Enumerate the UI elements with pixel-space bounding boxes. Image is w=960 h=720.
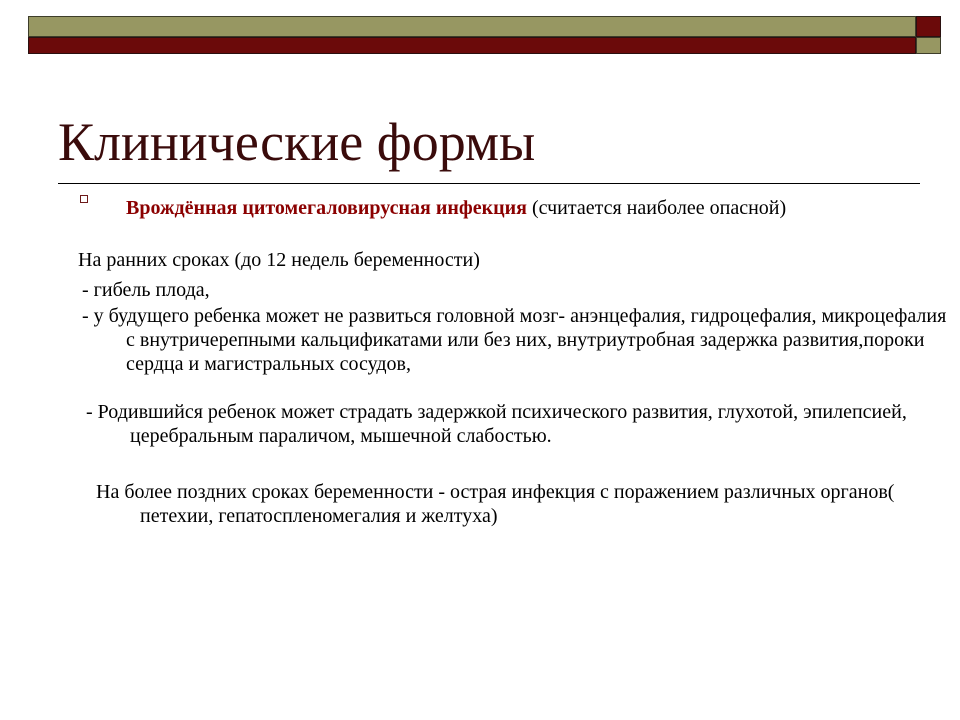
title-divider <box>58 183 920 184</box>
bullet-item-congenital-cmv <box>126 196 890 220</box>
corner-square-maroon <box>916 16 941 37</box>
early-term-point-3: - Родившийся ребенок может страдать задержкой психического развития, глухотой, эпилепсией, церебральным параличом, мышечной слабостью. <box>86 401 907 447</box>
early-term-point-1: - гибель плода, <box>82 279 210 301</box>
item-rest-text: (считается наиболее опасной) <box>526 197 787 219</box>
early-term-point-2: - у будущего ребенка может не развиться головной мозг- анэнцефалия, гидроцефалия, микроцефалия с внутричерепными кальцификатами или без них, внутриутробная задержка развития,пороки сердца и магистральных сосудов, <box>82 305 947 375</box>
item-lead-text: Врождённая цитомегаловирусная инфекция <box>126 197 527 219</box>
late-term-paragraph: На более поздних сроках беременности - острая инфекция с поражением различных органов( петехии, гепатоспленомегалия и желтуха) <box>96 481 895 527</box>
early-term-heading: На ранних сроках (до 12 недель беременности) <box>78 249 480 271</box>
header-bar-maroon <box>28 37 916 54</box>
hollow-square-bullet-icon <box>80 195 88 203</box>
header-bar-olive <box>28 16 916 37</box>
corner-square-olive <box>916 37 941 54</box>
slide-title: Клинические формы <box>58 112 536 172</box>
